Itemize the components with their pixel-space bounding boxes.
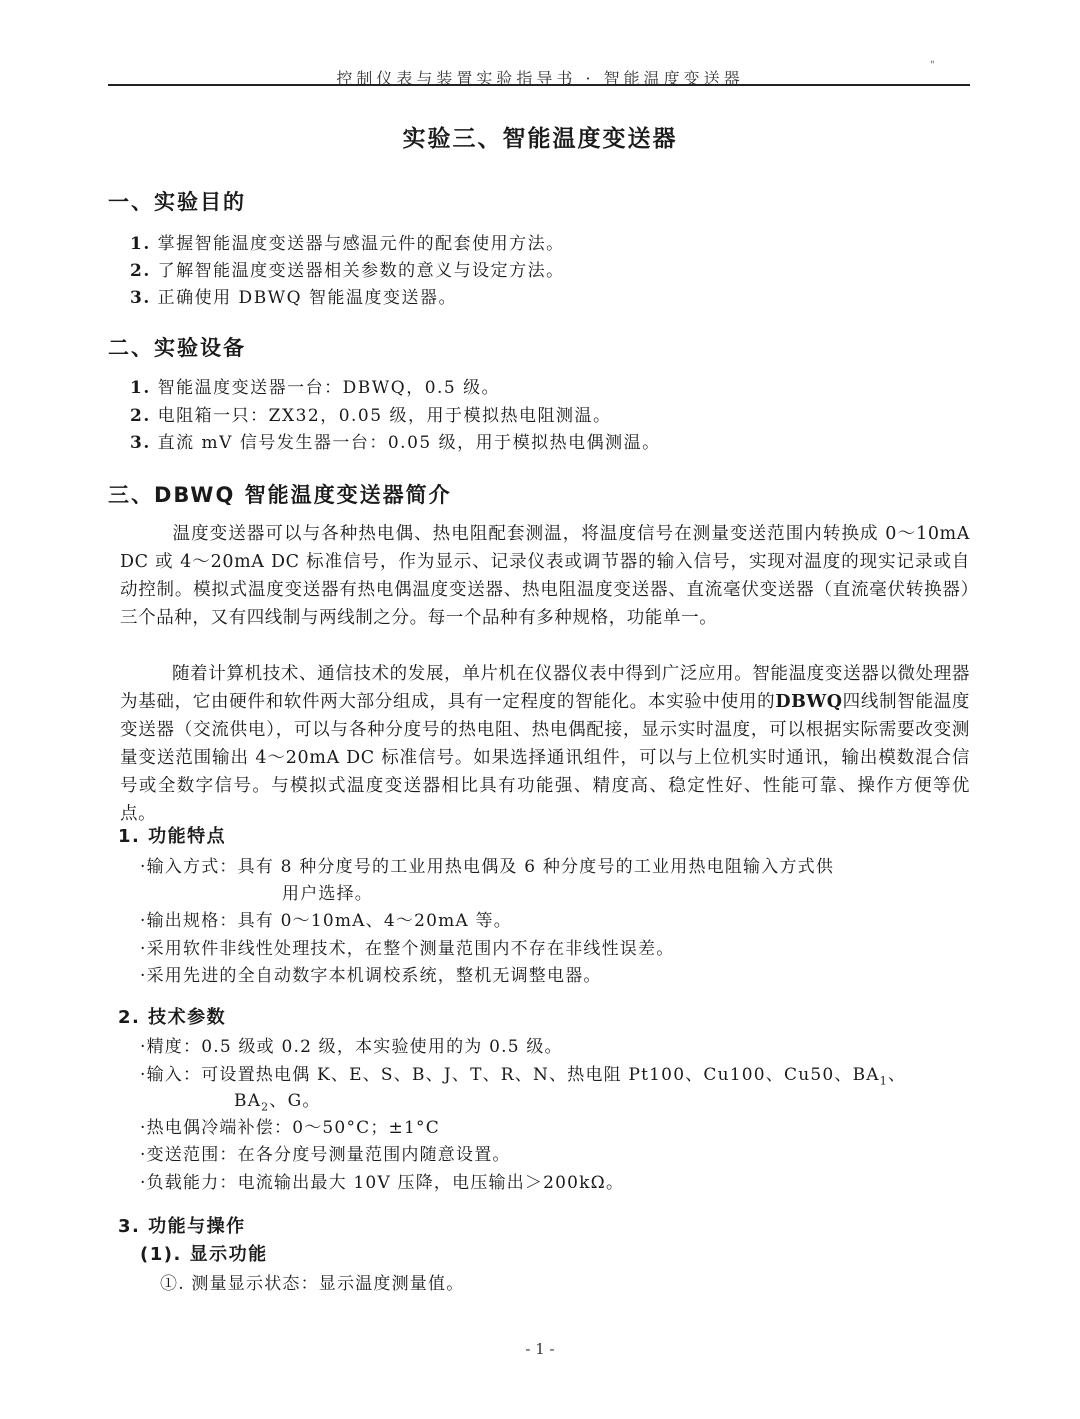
equipment-item: 1. 智能温度变送器一台：DBWQ，0.5 级。 bbox=[130, 378, 501, 398]
feature-bullet: ·输入方式：具有 8 种分度号的工业用热电偶及 6 种分度号的工业用热电阻输入方式供 bbox=[140, 857, 835, 877]
subheading-specs: 2. 技术参数 bbox=[118, 1007, 227, 1028]
header-rule bbox=[108, 84, 970, 86]
objective-item: 1. 掌握智能温度变送器与感温元件的配套使用方法。 bbox=[130, 234, 565, 254]
spec-bullet: ·精度：0.5 级或 0.2 级，本实验使用的为 0.5 级。 bbox=[140, 1037, 563, 1057]
spec-bullet: ·变送范围：在各分度号测量范围内随意设置。 bbox=[140, 1145, 511, 1165]
corner-mark: " bbox=[930, 60, 935, 71]
subheading-operation: 3. 功能与操作 bbox=[118, 1216, 246, 1237]
page-title: 实验三、智能温度变送器 bbox=[402, 126, 678, 152]
spec-bullet-continuation: $BA_2$、G。 bbox=[234, 1091, 321, 1114]
spec-bullet: ·输入：可设置热电偶 K、E、S、B、J、T、R、N、热电阻 Pt100、Cu100、Cu50、$BA_1$、 bbox=[140, 1065, 907, 1088]
feature-bullet-continuation: 用户选择。 bbox=[282, 884, 373, 904]
subheading-features: 1. 功能特点 bbox=[118, 826, 227, 847]
page-number: - 1 - bbox=[525, 1340, 555, 1358]
subheading-display: (1). 显示功能 bbox=[140, 1244, 268, 1265]
running-header: 控制仪表与装置实验指导书 · 智能温度变送器 bbox=[336, 69, 744, 88]
objective-item: 3. 正确使用 DBWQ 智能温度变送器。 bbox=[130, 288, 457, 308]
equipment-item: 3. 直流 mV 信号发生器一台：0.05 级，用于模拟热电偶测温。 bbox=[130, 433, 661, 453]
spec-bullet: ·负载能力：电流输出最大 10V 压降，电压输出＞200kΩ。 bbox=[140, 1173, 625, 1193]
section-heading-objectives: 一、实验目的 bbox=[108, 190, 246, 214]
objective-item: 2. 了解智能温度变送器相关参数的意义与设定方法。 bbox=[130, 261, 565, 281]
intro-paragraph-2: 随着计算机技术、通信技术的发展，单片机在仪器仪表中得到广泛应用。智能温度变送器以微处理器为基础，它由硬件和软件两大部分组成，具有一定程度的智能化。本实验中使用的DBWQ四线制智能温度变送器（交流供电），可以与各种分度号的热电阻、热电偶配接，显示实时温度，可以根据实际需要改变测量变送范围输出 4～20mA DC 标准信号。如果选择通讯组件，可以与上位机实时通讯，输出模数混合信号或全数字信号。与模拟式温度变送器相比具有功能强、精度高、稳定性好、性能可靠、操作方便等优点。 bbox=[120, 664, 970, 824]
feature-bullet: ·输出规格：具有 0～10mA、4～20mA 等。 bbox=[140, 911, 512, 931]
intro-paragraph-1: 温度变送器可以与各种热电偶、热电阻配套测温，将温度信号在测量变送范围内转换成 0～10mA DC 或 4～20mA DC 标准信号，作为显示、记录仪表或调节器的输入信号，实现对温度的现实记录或自动控制。模拟式温度变送器有热电偶温度变送器、热电阻温度变送器、直流毫伏变送器（直流毫伏转换器）三个品种，又有四线制与两线制之分。每一个品种有多种规格，功能单一。 bbox=[120, 524, 970, 628]
spec-bullet: ·热电偶冷端补偿：0～50°C；±1°C bbox=[140, 1118, 440, 1138]
section-heading-equipment: 二、实验设备 bbox=[108, 336, 246, 360]
feature-bullet: ·采用软件非线性处理技术，在整个测量范围内不存在非线性误差。 bbox=[140, 939, 675, 959]
display-item: ①. 测量显示状态：显示温度测量值。 bbox=[160, 1274, 465, 1294]
feature-bullet: ·采用先进的全自动数字本机调校系统，整机无调整电器。 bbox=[140, 966, 602, 986]
section-heading-intro: 三、DBWQ 智能温度变送器简介 bbox=[108, 483, 452, 507]
equipment-item: 2. 电阻箱一只：ZX32，0.05 级，用于模拟热电阻测温。 bbox=[130, 406, 612, 426]
